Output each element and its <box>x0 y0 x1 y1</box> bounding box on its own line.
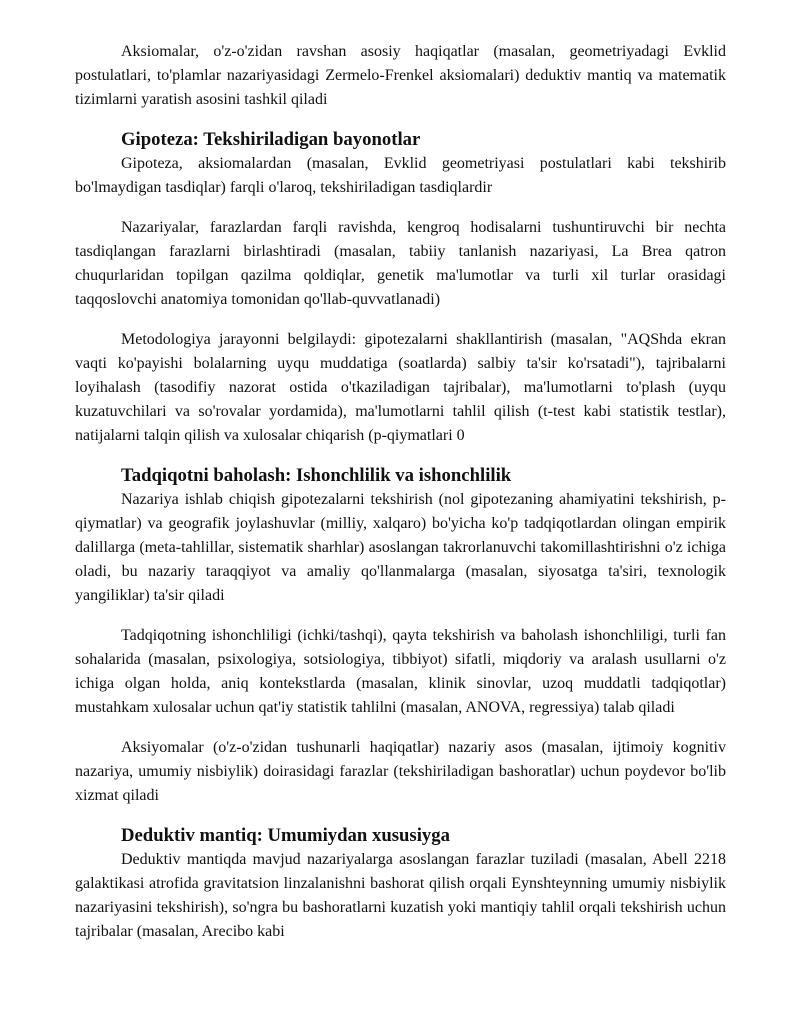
paragraph-axioms-foundation: Aksiyomalar (o'z-o'zidan tushunarli haqiqatlar) nazariy asos (masalan, ijtimoiy kognitiv nazariya, umumiy nisbiylik) doirasidagi farazlar (tekshiriladigan bashoratlar) uchun poydevor bo'lib xizmat qiladi <box>75 739 726 804</box>
paragraph-deductive-logic: Deduktiv mantiqda mavjud nazariyalarga asoslangan farazlar tuziladi (masalan, Abell 2218 galaktikasi atrofida gravitatsion linzalanishni bashorat qilish orqali Eynshteynning umumiy nisbiylik nazariyasini tekshirish), so'ngra bu bashoratlarni kuzatish yoki mantiqiy tahlil orqali tekshirish uchun tajribalar (masalan, Arecibo kabi <box>75 851 726 940</box>
heading-deductive-logic: Deduktiv mantiq: Umumiydan xususiyga <box>121 825 450 846</box>
paragraph-theories: Nazariyalar, farazlardan farqli ravishda, kengroq hodisalarni tushuntiruvchi bir nechta tasdiqlangan farazlarni birlashtiradi (masalan, tabiiy tanlanish nazariyasi, La Brea qatron chuqurlaridan topilgan qazilma qoldiqlar, genetik ma'lumotlar va turli xil turlar orasidagi taqqoslovchi anatomiya tomonidan qo'llab-quvvatlanadi) <box>75 219 726 308</box>
heading-hypothesis: Gipoteza: Tekshiriladigan bayonotlar <box>121 129 421 150</box>
paragraph-axioms: Aksiomalar, o'z-o'zidan ravshan asosiy haqiqatlar (masalan, geometriyadagi Evklid postulatlari, to'plamlar nazariyasidagi Zermelo-Frenkel aksiomalari) deduktiv mantiq va matematik tizimlarni yaratish asosini tashkil qiladi <box>75 43 726 108</box>
paragraph-research-reliability: Tadqiqotning ishonchliligi (ichki/tashqi), qayta tekshirish va baholash ishonchliligi, turli fan sohalarida (masalan, psixologiya, sotsiologiya, tibbiyot) sifatli, miqdoriy va aralash usullarni o'z ichiga olgan holda, aniq kontekstlarda (masalan, klinik sinovlar, uzoq muddatli tadqiqotlar) mustahkam xulosalar uchun qat'iy statistik tahlilni (masalan, ANOVA, regressiya) talab qiladi <box>75 627 726 716</box>
document-page <box>75 40 726 944</box>
paragraph-methodology: Metodologiya jarayonni belgilaydi: gipotezalarni shakllantirish (masalan, "AQShda ekran vaqti ko'payishi bolalarning uyqu muddatiga (soatlarda) salbiy ta'sir ko'rsatadi"), tajribalarni loyihalash (tasodifiy nazorat ostida o'tkaziladigan tajribalar), ma'lumotlarni to'plash (uyqu kuzatuvchilari va so'rovalar yordamida), ma'lumotlarni tahlil qilish (t-test kabi statistik testlar), natijalarni talqin qilish va xulosalar chiqarish (p-qiymatlari 0 <box>75 331 726 444</box>
paragraph-theory-development: Nazariya ishlab chiqish gipotezalarni tekshirish (nol gipotezaning ahamiyatini tekshirish, p-qiymatlar) va geografik joylashuvlar (milliy, xalqaro) bo'yicha ko'p tadqiqotlardan olingan empirik dalillarga (meta-tahlillar, sistematik sharhlar) asoslangan takrorlanuvchi takomillashtirishni o'z ichiga oladi, bu nazariy taraqqiyot va amaliy qo'llanmalarga (masalan, siyosatga ta'siri, texnologik yangiliklar) ta'sir qiladi <box>75 491 726 604</box>
heading-research-evaluation: Tadqiqotni baholash: Ishonchlilik va ishonchlilik <box>121 465 512 486</box>
paragraph-hypothesis: Gipoteza, aksiomalardan (masalan, Evklid geometriyasi postulatlari kabi tekshirib bo'lmaydigan tasdiqlar) farqli o'laroq, tekshiriladigan tasdiqlardir <box>75 155 726 196</box>
